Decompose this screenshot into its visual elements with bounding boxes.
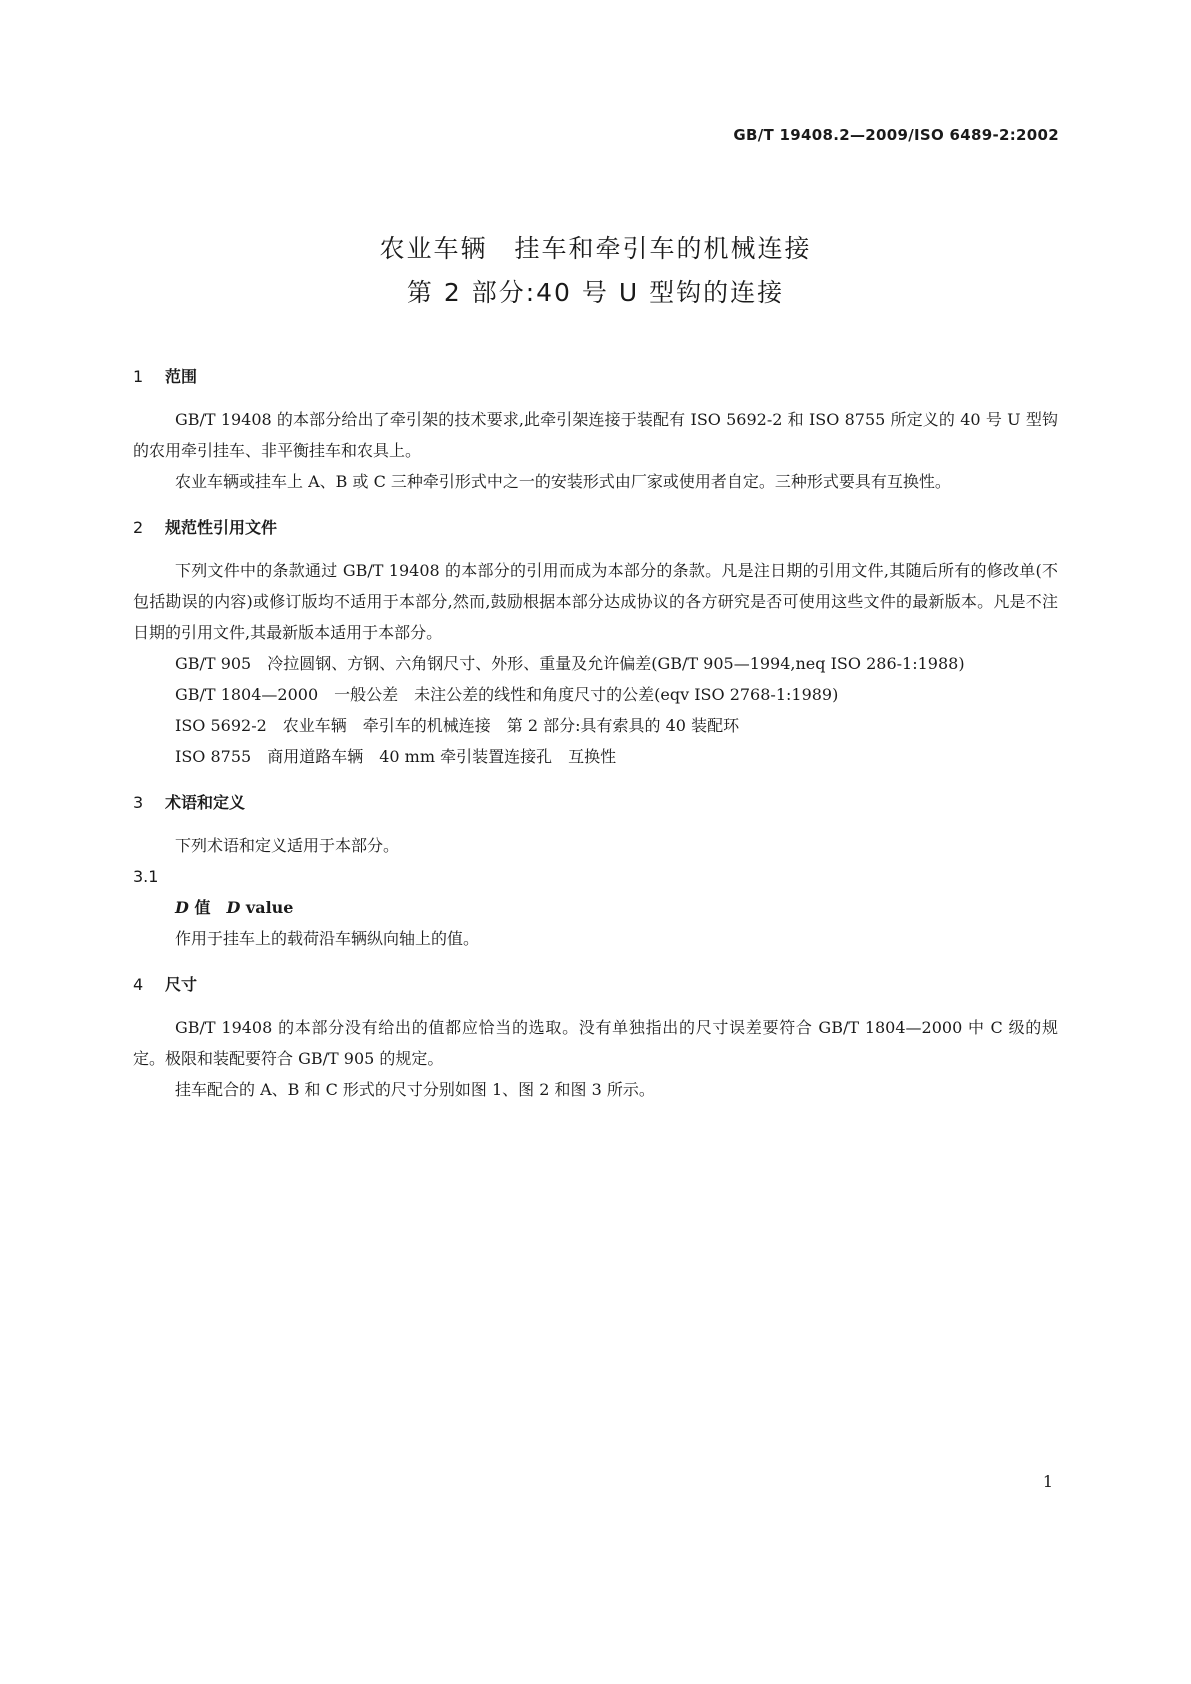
document-subtitle: 第 2 部分:40 号 U 型钩的连接 (406, 278, 785, 307)
term-symbol-en: D (226, 898, 241, 917)
standard-code: GB/T 19408.2—2009/ISO 6489-2:2002 (733, 126, 1059, 144)
section-number: 1 (133, 367, 144, 386)
paragraph: 下列术语和定义适用于本部分。 (175, 836, 400, 855)
document-title: 农业车辆 挂车和牵引车的机械连接 (379, 234, 812, 263)
section-number: 4 (133, 975, 144, 994)
reference-item: GB/T 905 冷拉圆钢、方钢、六角钢尺寸、外形、重量及允许偏差(GB/T 905—1994,neq ISO 286-1:1988) (175, 654, 965, 673)
section-heading-normative-references (133, 513, 1058, 543)
term-definition: 作用于挂车上的载荷沿车辆纵向轴上的值。 (175, 929, 480, 948)
section-number: 3 (133, 793, 144, 812)
reference-item: ISO 5692-2 农业车辆 牵引车的机械连接 第 2 部分:具有索具的 40 装配环 (175, 716, 740, 735)
section-title: 规范性引用文件 (165, 518, 278, 537)
page-number: 1 (1042, 1472, 1053, 1491)
section-number: 2 (133, 518, 144, 537)
paragraph: GB/T 19408 的本部分给出了牵引架的技术要求,此牵引架连接于装配有 ISO 5692-2 和 ISO 8755 所定义的 40 号 U 型钩的农用牵引挂车、非平衡挂车和农具上。 (133, 410, 1058, 460)
term-entry (133, 892, 1058, 923)
paragraph: 农业车辆或挂车上 A、B 或 C 三种牵引形式中之一的安装形式由厂家或使用者自定。三种形式要具有互换性。 (175, 472, 951, 491)
section-title: 术语和定义 (165, 793, 246, 812)
paragraph: GB/T 19408 的本部分没有给出的值都应恰当的选取。没有单独指出的尺寸误差要符合 GB/T 1804—2000 中 C 级的规定。极限和装配要符合 GB/T 905 的规定。 (133, 1018, 1058, 1068)
section-heading-dimensions (133, 970, 1058, 1000)
section-title: 范围 (165, 367, 198, 386)
term-english: value (240, 898, 294, 917)
section-heading-terms (133, 788, 1058, 818)
subclause-number: 3.1 (133, 867, 159, 886)
reference-item: GB/T 1804—2000 一般公差 未注公差的线性和角度尺寸的公差(eqv ISO 2768-1:1989) (175, 685, 839, 704)
paragraph: 挂车配合的 A、B 和 C 形式的尺寸分别如图 1、图 2 和图 3 所示。 (175, 1080, 655, 1099)
document-body (133, 362, 1058, 1105)
paragraph: 下列文件中的条款通过 GB/T 19408 的本部分的引用而成为本部分的条款。凡是注日期的引用文件,其随后所有的修改单(不包括勘误的内容)或修订版均不适用于本部分,然而,鼓励根据本部分达成协议的各方研究是否可使用这些文件的最新版本。凡是不注日期的引用文件,其最新版本适用于本部分。 (133, 561, 1058, 642)
term-chinese: 值 (188, 898, 227, 917)
section-title: 尺寸 (165, 975, 198, 994)
section-heading-scope (133, 362, 1058, 392)
term-symbol: D (175, 898, 189, 917)
reference-item: ISO 8755 商用道路车辆 40 mm 牵引装置连接孔 互换性 (175, 747, 617, 766)
